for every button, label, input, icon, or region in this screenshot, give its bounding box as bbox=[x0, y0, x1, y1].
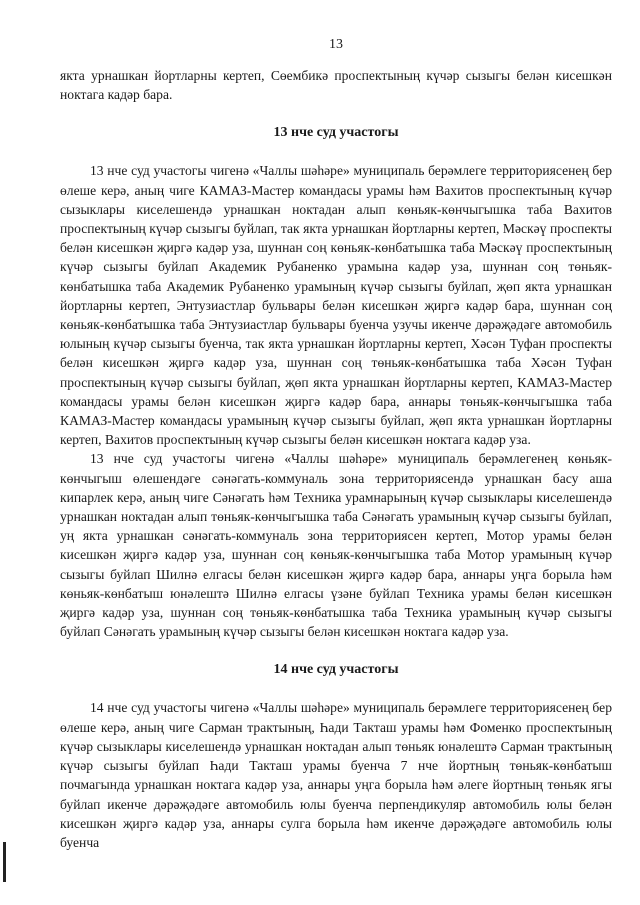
scan-edge-mark bbox=[3, 842, 6, 882]
section-14-paragraph-1: 14 нче суд участогы чигенә «Чаллы шәһәре» муниципаль берәмлеге территориясенең бер өлеше керә, аның чиге Сарман трактының, Һади Такташ урамы һәм Фоменко проспектының күчәр сызыклары киселешендә урнашкан ноктадан алып төньяк юнәлештә Сарман трактының күчәр сызыгы буйлап Һади Такташ урамы буенча 7 нче йортның төньяк-көнбатыш почмагында урнашкан ноктага кадәр уза, аннары уңга борыла һәм әлеге йортның төньяк ягы буйлап икенче дәрәҗәдәге автомобиль юлы буенча перпендикуляр автомобиль юлы белән кисешкән җиргә кадәр уза, аннары сулга борыла һәм икенче дәрәҗәдәге автомобиль юлы буенча bbox=[60, 700, 612, 850]
document-page bbox=[60, 0, 612, 905]
section-13-paragraph-1: 13 нче суд участогы чигенә «Чаллы шәһәре» муниципаль берәмлеге территориясенең бер өлеше керә, аның чиге КАМАЗ-Мастер командасы урамы һәм Вахитов проспектының күчәр сызыклары киселешендә урнашкан ноктадан алып көньяк-көнчыгышка таба Вахитов проспектының күчәр сызыгы буйлап, так якта урнашкан йортларны кертеп, Мәскәү проспекты белән кисешкән җиргә кадәр уза, шуннан соң көньяк-көнбатышка таба Мәскәү проспектының күчәр сызыгы буйлап Академик Рубаненко урамына кадәр уза, шуннан соң төньяк-көнбатышка таба Академик Рубаненко урамының күчәр сызыгы буйлап, җөп якта урнашкан йортларны кертеп, Энтузиастлар бульвары белән кисешкән җиргә кадәр бара, шуннан соң көньяк-көнбатышка таба Энтузиастлар бульвары буенча узучы икенче дәрәҗәдәге автомобиль юлының күчәр сызыгы буенча, так якта урнашкан йортларны кертеп, Хәсән Туфан проспекты белән кисешкән җиргә кадәр уза, шуннан соң төньяк-көнбатышка таба Хәсән Туфан проспектының күчәр сызыгы буйлап, җөп якта урнашкан йортларны кертеп, КАМАЗ-Мастер командасы урамы белән кисешкән җиргә кадәр бара, аннары төньяк-көнчыгышка таба КАМАЗ-Мастер командасы урамының күчәр сызыгы буйлап, җөп якта урнашкан йортларны кертеп, Вахитов проспектының күчәр сызыгы белән кисешкән ноктага кадәр уза. bbox=[60, 163, 612, 448]
section-14-heading: 14 нче суд участогы bbox=[273, 662, 399, 678]
page-number: 13 bbox=[329, 37, 343, 52]
section-13-heading: 13 нче суд участогы bbox=[273, 125, 399, 141]
document-body bbox=[60, 66, 612, 852]
intro-paragraph: якта урнашкан йортларны кертеп, Сөембикә проспектының күчәр сызыгы белән кисешкән ноктага кадәр бара. bbox=[60, 68, 612, 103]
section-13-paragraph-2: 13 нче суд участогы чигенә «Чаллы шәһәре» муниципаль берәмлегенең көньяк-көнчыгыш өлешендәге сәнәгать-коммуналь зона территориясендә урнашкан басу аша кипарлек керә, аның чиге Сәнәгать һәм Техника урамнарының күчәр сызыклары киселешендә урнашкан ноктадан алып төньяк-көнчыгышка таба Сәнәгать урамының күчәр сызыгы буйлап, уң якта урнашкан сәнәгать-коммуналь зона территориясен кертеп, Мотор урамы белән кисешкән җиргә кадәр уза, шуннан соң көньяк-көнчыгышка таба Мотор урамының күчәр сызыгы буйлап Шилнә елгасы белән кисешкән җиргә кадәр бара, аннары уңга борыла һәм көньяк-көнбатыш юнәлештә Шилнә елгасы үзәне буйлап Техника урамы белән кисешкән җиргә кадәр уза, шуннан соң төньяк-көнбатышка таба Техника урамының күчәр сызыгы буйлап Сәнәгать урамының күчәр сызыгы белән кисешкән ноктага кадәр уза. bbox=[60, 451, 612, 640]
